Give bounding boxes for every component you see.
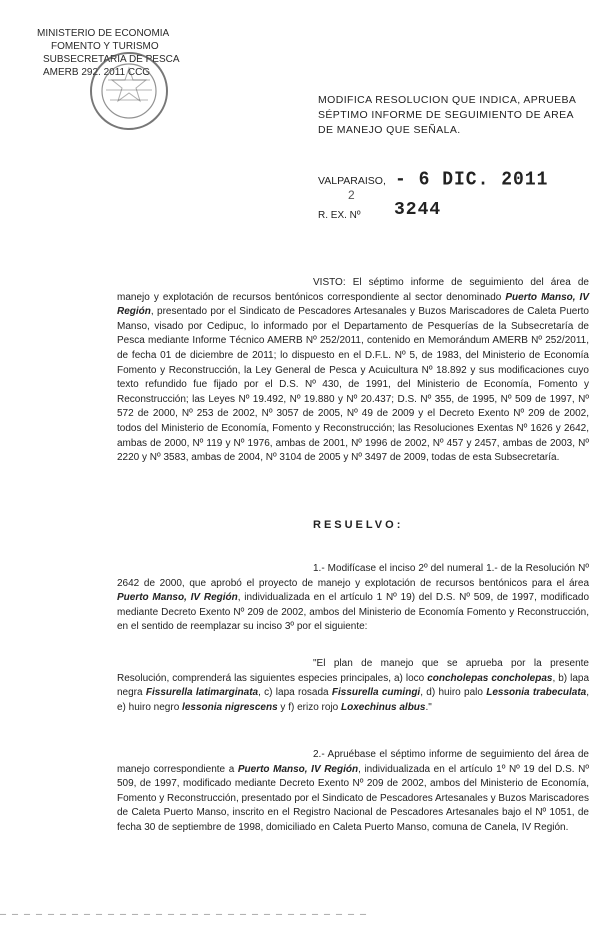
item-1-area-name: Puerto Manso, IV Región bbox=[117, 592, 238, 604]
species-loco: concholepas concholepas bbox=[427, 672, 553, 684]
visto-paragraph bbox=[117, 276, 589, 466]
visto-area-name: Puerto Manso, IV Región bbox=[117, 291, 589, 318]
item-1-rest: , individualizada en el artículo 1 Nº 19) del D.S. Nº 509, de 1997, modificado mediante Decreto Exento Nº 209 de 2002, ambos del Ministerio de Economía Fomento y Reconstrucción, en el sentido de reemplazar su inciso 3º por el siguiente: bbox=[117, 592, 590, 633]
item-2-lead: 2.- Apruébase el séptimo informe de seguimiento del área de manejo correspondiente a bbox=[117, 749, 589, 775]
item-1-lead: 1.- Modifícase el inciso 2º del numeral 1.- de la Resolución Nº 2642 de 2000, que aprobó el proyecto de manejo y explotación de recursos bentónicos para el área bbox=[117, 563, 589, 589]
item-2-area-name: Puerto Manso, IV Región bbox=[237, 763, 359, 775]
resuelvo-heading: RESUELVO: bbox=[313, 519, 404, 531]
species-lapa-rosada: Fissurella cumingi bbox=[331, 687, 421, 699]
species-huiro-negro: lessonia nigrescens bbox=[182, 701, 278, 713]
quote-text-5: , e) huiro negro bbox=[117, 687, 589, 713]
resolution-number: 3244 bbox=[394, 200, 442, 220]
header-line-3: SUBSECRETARIA DE PESCA bbox=[43, 54, 180, 65]
item-2-paragraph bbox=[117, 748, 589, 836]
visto-label: VISTO: bbox=[313, 277, 346, 288]
quoted-species-paragraph bbox=[117, 657, 589, 715]
quote-text-2: , b) lapa negra bbox=[117, 672, 590, 699]
item-2-rest: , individualizada en el artículo 1º Nº 19 del D.S. Nº 509, de 1997, modificado mediante Decreto Exento Nº 209 de 2002, ambos del Ministerio de Economía, Fomento y Reconstrucción, presentado por el Sindicato de Pescadores Artesanales y Buzos Mariscadores de Caleta Puerto Manso, inscrito en el Registro Nacional de Pescadores Artesanales bajo el Nº 1051, de fecha 30 de septiembre de 1998, domiciliado en Caleta Puerto Manso, comuna de Canela, IV Región. bbox=[117, 763, 589, 833]
species-huiro-palo: Lessonia trabeculata bbox=[486, 687, 587, 699]
quote-text-7: ." bbox=[425, 701, 432, 713]
species-erizo-rojo: Loxechinus albus bbox=[341, 701, 426, 713]
header-line-4: AMERB 292. 2011 CCG bbox=[43, 67, 151, 78]
place-and-date bbox=[318, 170, 578, 230]
date-stamp: - 6 DIC. 2011 bbox=[395, 169, 549, 191]
header-line-2: FOMENTO Y TURISMO bbox=[51, 41, 159, 52]
visto-text-2: , presentado por el Sindicato de Pescadores Artesanales y Buzos Mariscadores de Caleta Puerto Manso, visado por Cedipuc, lo informado por el Departamento de Pesquerías de la Subsecretaría de Pesca mediante Informe Técnico AMERB Nº 252/2011, contenido en Memorándum AMERB Nº 252/2011, de fecha 01 de diciembre de 2011; lo dispuesto en el D.F.L. Nº 5, de 1983, del Ministerio de Economía Fomento y Reconstrucción, la Ley General de Pesca y Acuicultura Nº 18.892 y sus modificaciones cuyo texto refundido fue fijado por el D.S. Nº 430, de 1991, del Ministerio de Economía, Fomento y Reconstrucción; las Leyes Nº 19.492, Nº 19.880 y Nº 20.437; D.S. Nº 355, de 1995, Nº 509 de 1997, Nº 572 de 2000, Nº 253 de 2002, Nº 3057 de 2005, Nº 49 de 2009 y el Decreto Exento Nº 209 de 2002, todos del Ministerio de Economía, Fomento y Reconstrucción; las Resoluciones Exentas Nº 1626 y 2642, ambas de 2000, Nº 119 y Nº 1976, ambas de 2001, Nº 1996 de 2002, Nº 457 y 2457, ambas de 2003, Nº 2220 y Nº 3583, ambas de 2004, Nº 3104 de 2005 y Nº 3497 de 2009, todas de esta Subsecretaría. bbox=[117, 306, 589, 464]
quote-text-6: y f) erizo rojo bbox=[277, 701, 339, 713]
visto-text-1: El séptimo informe de seguimiento del área de manejo y explotación de recursos bentónicos correspondiente al sector denominado bbox=[117, 277, 589, 303]
quote-text-4: , d) huiro palo bbox=[420, 687, 483, 699]
quote-text-1: "El plan de manejo que se aprueba por la presente Resolución, comprenderá las siguientes especies principales, a) loco bbox=[117, 658, 589, 684]
handwritten-mark: 2 bbox=[348, 188, 355, 202]
item-1-paragraph bbox=[117, 562, 589, 635]
place-label: VALPARAISO, bbox=[318, 175, 386, 187]
quote-text-3: , c) lapa rosada bbox=[258, 687, 329, 699]
species-lapa-negra: Fissurella latimarginata bbox=[145, 687, 259, 699]
exempt-resolution-label: R. EX. Nº bbox=[318, 210, 361, 221]
official-seal-stamp bbox=[88, 50, 170, 132]
document-title: MODIFICA RESOLUCION QUE INDICA, APRUEBA SÉPTIMO INFORME DE SEGUIMIENTO DE AREA DE MANEJO QUE SEÑALA. bbox=[318, 94, 576, 136]
footer-dashed-line: — — — — — — — — — — — — — — — — — — — — — — — — — — — — — — — bbox=[0, 910, 367, 921]
header-line-1: MINISTERIO DE ECONOMIA bbox=[37, 28, 170, 39]
